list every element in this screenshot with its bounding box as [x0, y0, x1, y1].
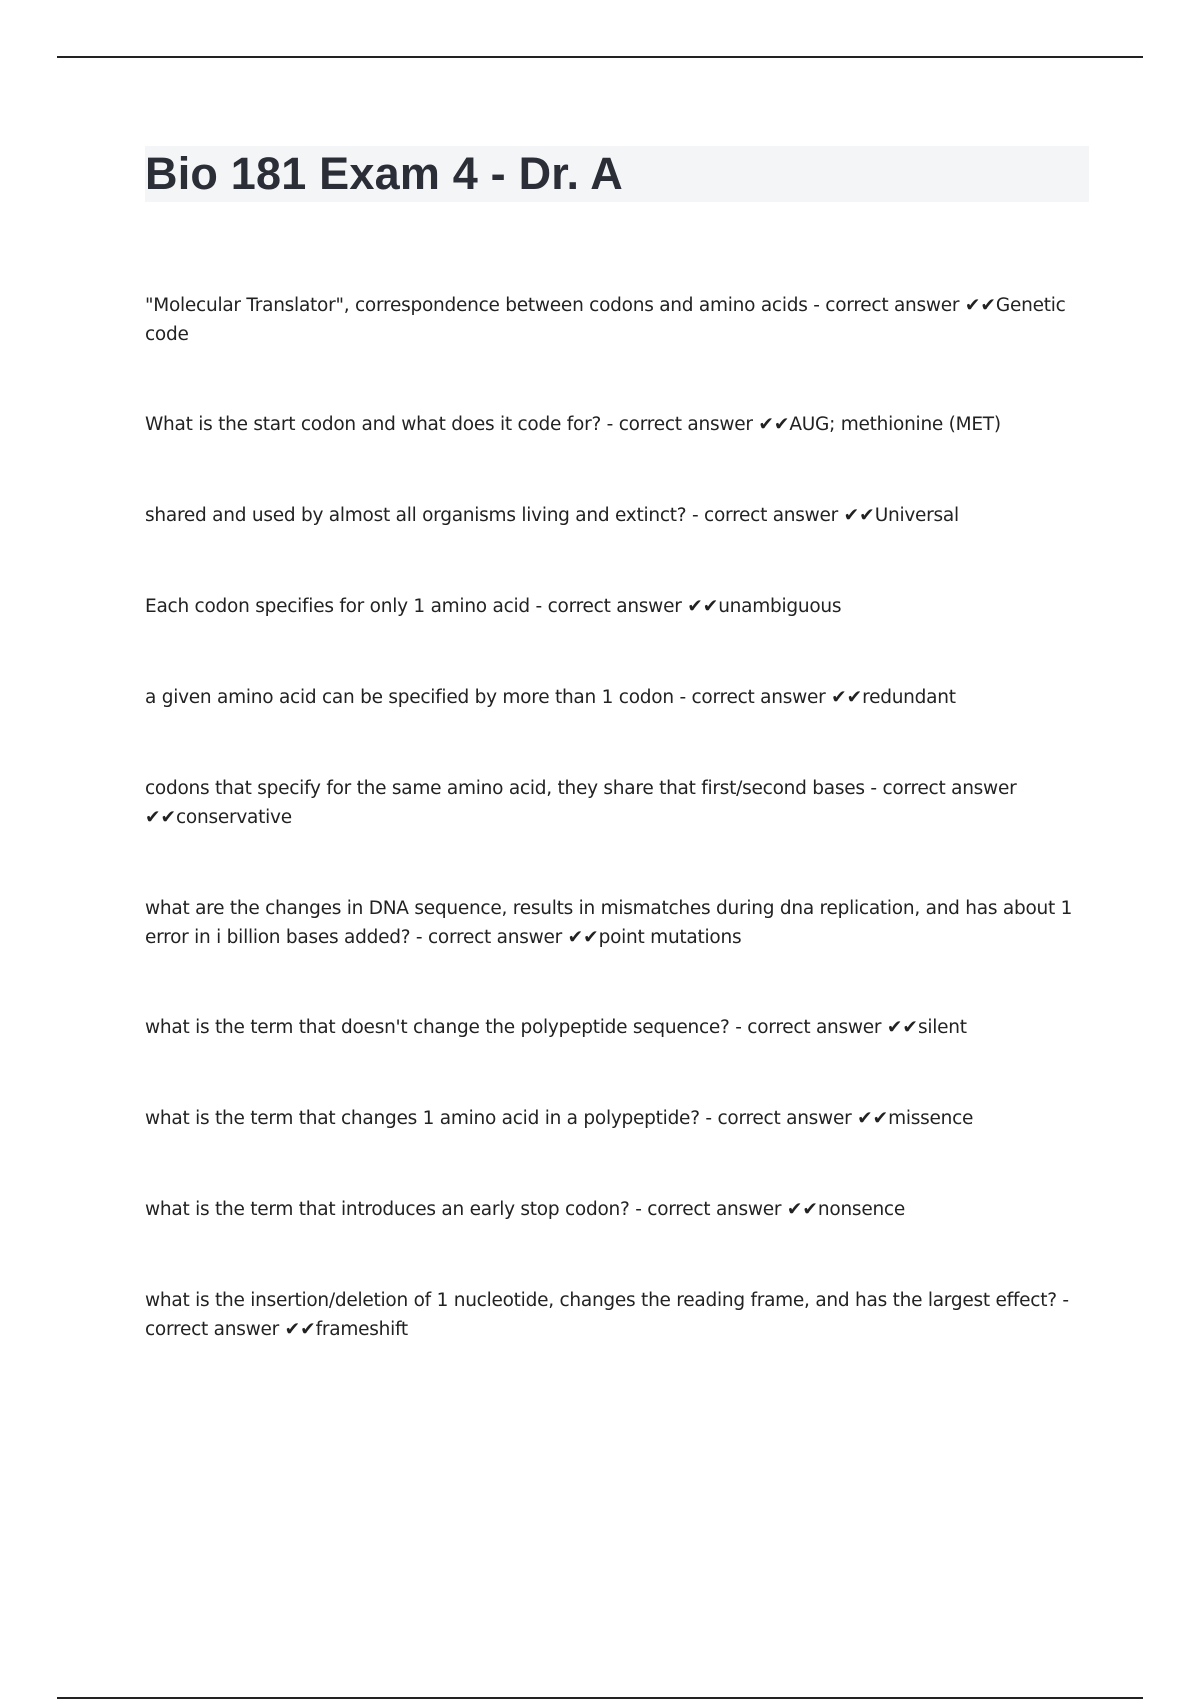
check-icon: ✔✔	[758, 414, 790, 435]
question-text: shared and used by almost all organisms living and extinct?	[145, 505, 687, 526]
answer-separator: - correct answer	[529, 596, 688, 617]
question-text: what is the term that doesn't change the polypeptide sequence?	[145, 1017, 730, 1038]
answer-text: frameshift	[315, 1319, 408, 1340]
question-text: a given amino acid can be specified by more than 1 codon	[145, 687, 674, 708]
answer-text: unambiguous	[718, 596, 842, 617]
answer-separator: - correct answer	[629, 1199, 787, 1220]
qa-item	[145, 410, 1090, 439]
qa-item	[145, 1195, 1090, 1224]
answer-separator: - correct answer	[145, 1290, 1069, 1340]
answer-separator: - correct answer	[410, 927, 568, 948]
check-icon: ✔✔	[687, 596, 719, 617]
answer-text: silent	[917, 1017, 967, 1038]
question-text: Each codon specifies for only 1 amino acid	[145, 596, 530, 617]
answer-separator: - correct answer	[807, 295, 965, 316]
answer-text: conservative	[176, 807, 292, 828]
answer-separator: - correct answer	[673, 687, 832, 708]
question-text: codons that specify for the same amino acid, they share that first/second bases	[145, 778, 865, 799]
answer-separator: - correct answer	[729, 1017, 887, 1038]
check-icon: ✔✔	[831, 687, 863, 708]
question-text: What is the start codon and what does it code for?	[145, 414, 602, 435]
question-text: what is the term that introduces an early stop codon?	[145, 1199, 630, 1220]
check-icon: ✔✔	[843, 505, 875, 526]
top-rule	[57, 56, 1143, 58]
check-icon: ✔✔	[786, 1199, 818, 1220]
qa-item	[145, 1286, 1090, 1344]
answer-text: missence	[888, 1108, 974, 1129]
check-icon: ✔✔	[284, 1319, 316, 1340]
check-icon: ✔✔	[886, 1017, 918, 1038]
qa-item	[145, 1104, 1090, 1133]
qa-item	[145, 592, 1090, 621]
qa-item	[145, 291, 1090, 349]
answer-separator: - correct answer	[601, 414, 759, 435]
qa-item	[145, 683, 1090, 712]
answer-text: nonsence	[817, 1199, 905, 1220]
answer-separator: - correct answer	[699, 1108, 858, 1129]
question-text: what are the changes in DNA sequence, results in mismatches during dna replication, and has about 1 error in i billion bases added?	[145, 898, 1073, 948]
qa-item	[145, 894, 1090, 952]
answer-text: point mutations	[598, 927, 742, 948]
bottom-rule	[57, 1697, 1143, 1699]
qa-item	[145, 774, 1090, 832]
page-title: Bio 181 Exam 4 - Dr. A	[145, 148, 623, 199]
check-icon: ✔✔	[964, 295, 996, 316]
question-text: what is the insertion/deletion of 1 nucleotide, changes the reading frame, and has the largest effect?	[145, 1290, 1057, 1311]
check-icon: ✔✔	[145, 807, 177, 828]
check-icon: ✔✔	[857, 1108, 889, 1129]
answer-separator: - correct answer	[686, 505, 844, 526]
answer-text: Universal	[874, 505, 959, 526]
question-text: "Molecular Translator", correspondence between codons and amino acids	[145, 295, 808, 316]
answer-text: AUG; methionine (MET)	[789, 414, 1001, 435]
qa-item	[145, 1013, 1090, 1042]
answer-text: redundant	[862, 687, 956, 708]
check-icon: ✔✔	[567, 927, 599, 948]
question-text: what is the term that changes 1 amino acid in a polypeptide?	[145, 1108, 700, 1129]
answer-separator: - correct answer	[864, 778, 1017, 799]
qa-item	[145, 501, 1090, 530]
answer-text: Genetic code	[145, 295, 1066, 345]
